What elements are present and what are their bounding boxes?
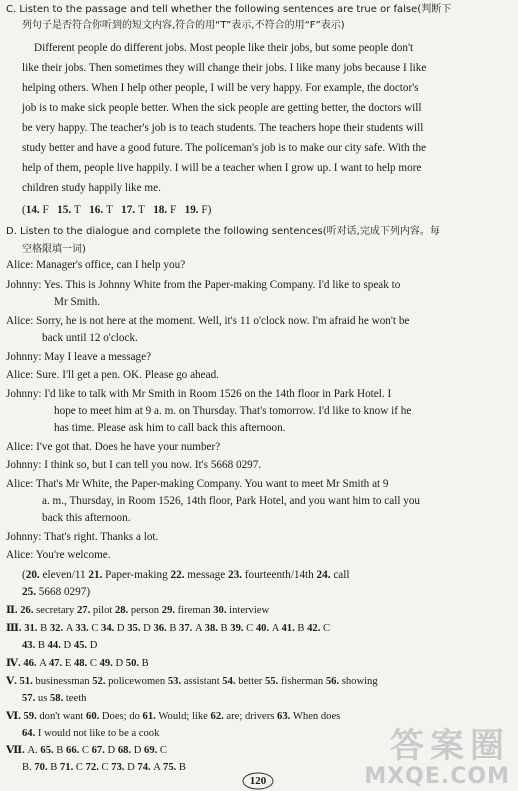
dialogue-line: a. m., Thursday, in Room 1526, 14th floor, Park Hotel, and you want him to call you <box>42 495 421 507</box>
answer-key-iv: Ⅳ. 46. A 47. E 48. C 49. D 50. B <box>6 658 149 669</box>
dialogue-line: Alice: You're welcome. <box>6 549 111 561</box>
dialogue-line: Alice: Sorry, he is not here at the moment. Well, it's 11 o'clock now. I'm afraid he won't be <box>6 315 410 327</box>
passage-line: study better and have a good future. The policeman's job is to make our city safe. With the <box>22 142 427 154</box>
dialogue-line: Alice: Manager's office, can I help you? <box>6 259 186 271</box>
dialogue-line: Alice: Sure. I'll get a pen. OK. Please go ahead. <box>6 369 219 381</box>
dialogue-line: back until 12 o'clock. <box>42 332 138 344</box>
passage-line: like their jobs. Then sometimes they will change their jobs. I like many jobs because I like <box>22 62 427 74</box>
section-d-instruction-line-1: D. Listen to the dialogue and complete the following sentences(听对话,完成下列内容。每 <box>6 226 440 237</box>
answer-key-vi-line-2: 64. I would not like to be a cook <box>22 728 160 739</box>
answer-key-v-line-1: Ⅴ. 51. businessman 52. policewomen 53. assistant 54. better 55. fisherman 56. showing <box>6 676 378 687</box>
section-c-instruction-line-1: C. Listen to the passage and tell whether the following sentences are true or false(判断下 <box>6 4 452 15</box>
watermark-logo: 答案圈 MXQE.COM <box>364 726 510 789</box>
dialogue-line: Johnny: May I leave a message? <box>6 351 152 363</box>
dialogue-line: has time. Please ask him to call back this afternoon. <box>54 422 286 434</box>
answer-key-vi-line-1: Ⅵ. 59. don't want 60. Does; do 61. Would; like 62. are; drivers 63. When does <box>6 711 341 722</box>
section-c-answers: (14. F 15. T 16. T 17. T 18. F 19. F) <box>22 204 212 216</box>
page-number: 120 <box>240 772 276 790</box>
answer-key-iii-line-1: Ⅲ. 31. B 32. A 33. C 34. D 35. D 36. B 37. A 38. B 39. C 40. A 41. B 42. C <box>6 623 331 634</box>
dialogue-line: Alice: That's Mr White, the Paper-making Company. You want to meet Mr Smith at 9 <box>6 478 389 490</box>
section-d-answers-line-1: (20. eleven/11 21. Paper-making 22. message 23. fourteenth/14th 24. call <box>22 569 350 581</box>
answer-key-v-line-2: 57. us 58. teeth <box>22 693 87 704</box>
dialogue-line: hope to meet him at 9 a. m. on Thursday. That's tomorrow. I'd like to know if he <box>54 405 412 417</box>
dialogue-line: Johnny: That's right. Thanks a lot. <box>6 531 159 543</box>
answer-key-vii-line-1: Ⅶ. A. 65. B 66. C 67. D 68. D 69. C <box>6 745 167 756</box>
passage-line: children study happily like me. <box>22 182 161 194</box>
passage-line: be very happy. The teacher's job is to teach students. The teachers hope their students will <box>22 122 424 134</box>
section-d-instruction-line-2: 空格限填一词) <box>22 244 86 255</box>
dialogue-line: back this afternoon. <box>42 512 131 524</box>
passage-line: help of them, people live happily. I will be a teacher when I grow up. I want to help more <box>22 162 422 174</box>
answer-key-ii: Ⅱ. 26. secretary 27. pilot 28. person 29. fireman 30. interview <box>6 605 270 616</box>
answer-key-iii-line-2: 43. B 44. D 45. D <box>22 640 98 651</box>
dialogue-line: Johnny: I think so, but I can tell you now. It's 5668 0297. <box>6 459 262 471</box>
answer-key-vii-line-2: B. 70. B 71. C 72. C 73. D 74. A 75. B <box>22 762 186 773</box>
dialogue-line: Johnny: I'd like to talk with Mr Smith in Room 1526 on the 14th floor in Park Hotel. I <box>6 388 392 400</box>
dialogue-line: Johnny: Yes. This is Johnny White from the Paper-making Company. I'd like to speak to <box>6 279 401 291</box>
section-d-answers-line-2: 25. 5668 0297) <box>22 586 91 598</box>
passage-line: helping others. When I help other people, I will be very happy. For example, the doctor's <box>22 82 419 94</box>
section-c-instruction-line-2: 列句子是否符合你听到的短文内容,符合的用“T”表示,不符合的用“F”表示) <box>22 20 345 31</box>
dialogue-line: Alice: I've got that. Does he have your number? <box>6 441 221 453</box>
passage-line: Different people do different jobs. Most people like their jobs, but some people don't <box>34 42 414 54</box>
dialogue-line: Mr Smith. <box>54 296 101 308</box>
passage-line: job is to make sick people better. When the sick people are getting better, the doctors will <box>22 102 422 114</box>
